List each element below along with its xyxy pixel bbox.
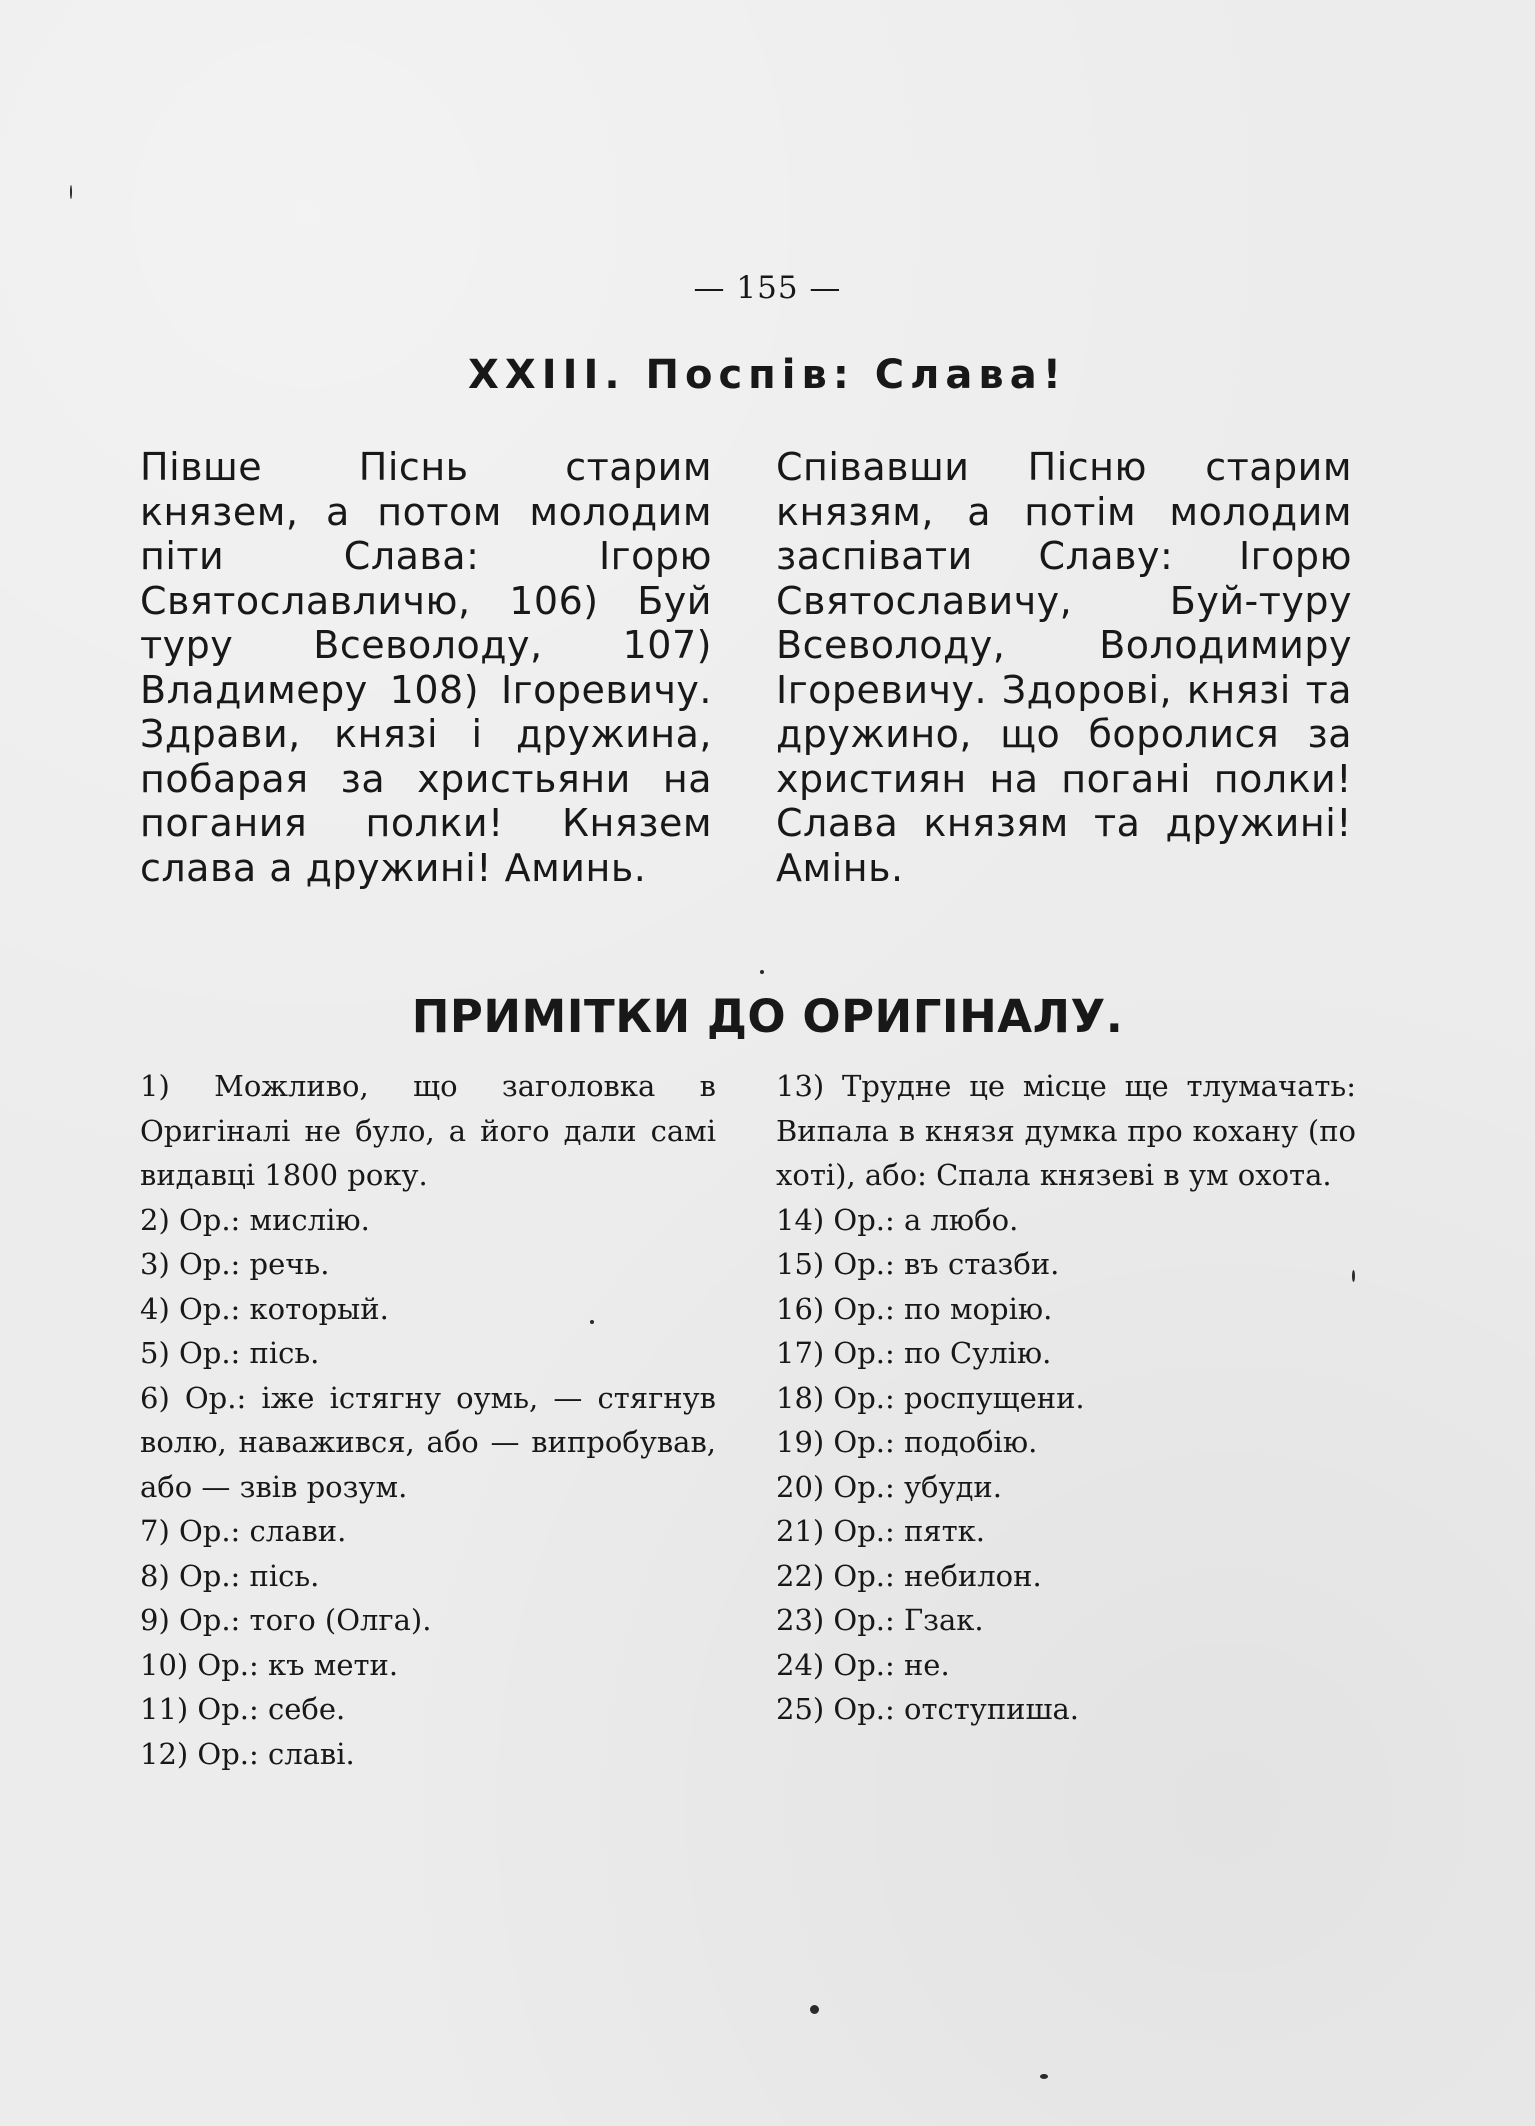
note-item: 19) Ор.: подобію. bbox=[776, 1425, 1038, 1459]
note-item: 8) Ор.: пісь. bbox=[140, 1558, 320, 1593]
note-item: 15) Ор.: въ стазби. bbox=[776, 1247, 1060, 1281]
note-item: 7) Ор.: слави. bbox=[140, 1514, 347, 1548]
note-item: 17) Ор.: по Сулію. bbox=[776, 1336, 1052, 1370]
note-item: 13) Трудне це місце ще тлумачать: Випала в князя думка про кохану (по хоті), або: Спала князеві в ум охота. bbox=[776, 1069, 1356, 1192]
note-item: 25) Ор.: отступиша. bbox=[776, 1692, 1079, 1726]
section-title: XXIII. Поспів: Слава! bbox=[468, 352, 1067, 398]
note-item: 21) Ор.: пятк. bbox=[776, 1514, 985, 1548]
note-item: 9) Ор.: того (Олга). bbox=[140, 1603, 432, 1637]
note-item: 14) Ор.: а любо. bbox=[776, 1202, 1019, 1237]
page-number: — 155 — bbox=[693, 270, 842, 306]
notes-heading: ПРИМІТКИ ДО ОРИГІНАЛУ. bbox=[411, 990, 1124, 1043]
poem-translation-text: Співавши Пісню старим князям, а потім молодим заспівати Славу: Ігорю Святославичу, Буй-туру Всеволоду, Володимиру Ігоревичу. Здорові, князі та дружино, що боролися за християн на погані полки! Слава князям та дружині! Амінь. bbox=[776, 445, 1352, 890]
note-item: 12) Ор.: славі. bbox=[140, 1736, 355, 1771]
note-item: 18) Ор.: роспущени. bbox=[776, 1380, 1085, 1415]
poem-original-text: Півше Піснь старим князем, а потом молодим піти Слава: Ігорю Святославличю, 106) Буй туру Всеволоду, 107) Владимеру 108) Ігоревичу. Здрави, князі і дружина, побарая за христьяни на погания полки! Князем слава а дружині! Аминь. bbox=[140, 445, 712, 890]
note-item: 11) Ор.: себе. bbox=[140, 1692, 346, 1726]
note-item: 2) Ор.: мислію. bbox=[140, 1202, 370, 1237]
note-item: 24) Ор.: не. bbox=[776, 1647, 950, 1682]
note-item: 20) Ор.: убуди. bbox=[776, 1469, 1002, 1504]
note-item: 10) Ор.: къ мети. bbox=[140, 1647, 399, 1682]
note-item: 1) Можливо, що заголовка в Оригіналі не було, а його дали самі видавці 1800 року. bbox=[140, 1069, 716, 1192]
notes-right-column bbox=[776, 1064, 1356, 1732]
note-item: 5) Ор.: пісь. bbox=[140, 1336, 320, 1370]
notes-left-column bbox=[140, 1064, 716, 1776]
note-item: 16) Ор.: по морію. bbox=[776, 1291, 1053, 1326]
note-item: 3) Ор.: речь. bbox=[140, 1247, 330, 1281]
note-item: 23) Ор.: Гзак. bbox=[776, 1603, 984, 1637]
note-item: 22) Ор.: небилон. bbox=[776, 1558, 1042, 1593]
note-item: 4) Ор.: который. bbox=[140, 1291, 389, 1326]
note-item: 6) Ор.: іже істягну оумь, — стягнув волю, наважився, або — випробував, або — звів розум. bbox=[140, 1380, 716, 1504]
